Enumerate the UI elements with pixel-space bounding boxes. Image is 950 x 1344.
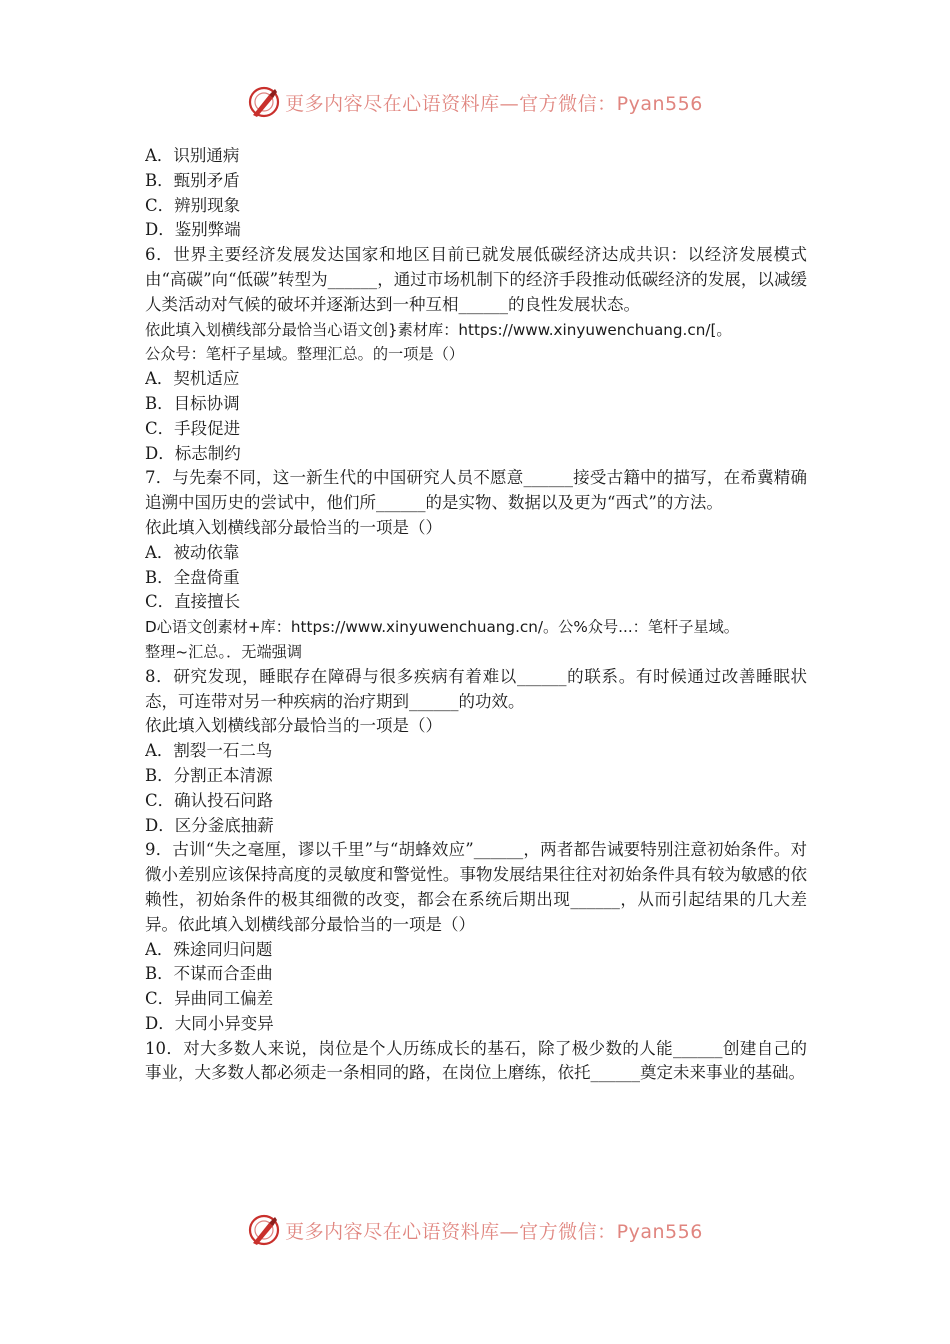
text-line: B．目标协调 bbox=[145, 393, 240, 413]
wechat-id: Pyan556 bbox=[616, 1220, 703, 1243]
question-paragraph: 7．与先秦不同，这一新生代的中国研究人员不愿意______接受古籍中的描写，在希冀精确追溯中国历史的尝试中，他们所______的是实物、数据以及更为“西式”的方法。 bbox=[145, 468, 807, 513]
text-line: 整理~汇总。．无端强调 bbox=[145, 642, 303, 661]
text-line: B．全盘倚重 bbox=[145, 567, 240, 587]
text-line: C．直接擅长 bbox=[145, 592, 241, 612]
question-paragraph: 6．世界主要经济发展发达国家和地区目前已就发展低碳经济达成共识：以经济发展模式由“高碳”向“低碳”转型为______，通过市场机制下的经济手段推动低碳经济的发展，以减缓人类活动对气候的破坏并逐渐达到一种互相______的良性发展状态。 bbox=[145, 245, 807, 314]
text-line: 依此填入划横线部分最恰当心语文创}素材库：https://www.xinyuwenchuang.cn/[。 bbox=[145, 320, 732, 339]
footer-banner bbox=[0, 1208, 950, 1252]
text-line: B．不谋而合歪曲 bbox=[145, 964, 273, 984]
text-line: A．契机适应 bbox=[145, 369, 240, 389]
text-line: C．手段促进 bbox=[145, 418, 241, 438]
text-line: C．异曲同工偏差 bbox=[145, 989, 274, 1009]
text-line: B．分割正本清源 bbox=[145, 765, 273, 785]
document-body bbox=[145, 144, 807, 1086]
text-line: B．甄别矛盾 bbox=[145, 170, 240, 190]
text-line: D．大同小异变异 bbox=[145, 1013, 274, 1033]
question-paragraph: 10．对大多数人来说，岗位是个人历练成长的基石，除了极少数的人能______创建自己的事业，大多数人都必须走一条相同的路，在岗位上磨练，依托______奠定未来事业的基础。 bbox=[145, 1038, 807, 1083]
text-line: 依此填入划横线部分最恰当的一项是（） bbox=[145, 716, 442, 736]
text-line: A．殊途同归问题 bbox=[145, 939, 273, 959]
text-line: C．辨别现象 bbox=[145, 195, 241, 215]
text-line: A．识别通病 bbox=[145, 146, 240, 165]
banner-text: 更多内容尽在心语资料库—官方微信：Pyan556 bbox=[285, 1220, 703, 1243]
text-line: D心语文创素材+库：https://www.xinyuwenchuang.cn/。公%众号...：笔杆子星域。 bbox=[145, 618, 739, 637]
text-line: C．确认投石问路 bbox=[145, 790, 274, 810]
question-paragraph: 8．研究发现，睡眠存在障碍与很多疾病有着难以______的联系。有时候通过改善睡眠状态，可连带对另一种疾病的治疗期到______的功效。 bbox=[145, 666, 807, 711]
banner-text: 更多内容尽在心语资料库—官方微信：Pyan556 bbox=[285, 92, 703, 115]
text-line: A．被动依靠 bbox=[145, 542, 240, 562]
pen-logo-icon bbox=[247, 1213, 281, 1247]
text-line: D．标志制约 bbox=[145, 443, 241, 463]
pen-logo-icon bbox=[247, 85, 281, 119]
text-line: 依此填入划横线部分最恰当的一项是（） bbox=[145, 517, 442, 537]
question-paragraph: 9．古训“失之毫厘，谬以千里”与“胡蜂效应”______，两者都告诫要特别注意初始条件。对微小差别应该保持高度的灵敏度和警觉性。事物发展结果往往对初始条件具有较为敏感的依赖性，初始条件的极其细微的改变，都会在系统后期出现______，从而引起结果的几大差异。依此填入划横线部分最恰当的一项是（） bbox=[145, 840, 807, 934]
text-line: 公众号：笔杆子星域。整理汇总。的一项是（） bbox=[145, 345, 464, 364]
text-line: A．割裂一石二鸟 bbox=[145, 741, 273, 761]
wechat-id: Pyan556 bbox=[616, 92, 703, 115]
text-line: D．区分釜底抽薪 bbox=[145, 815, 274, 835]
header-banner bbox=[0, 80, 950, 124]
text-line: D．鉴别弊端 bbox=[145, 220, 241, 240]
